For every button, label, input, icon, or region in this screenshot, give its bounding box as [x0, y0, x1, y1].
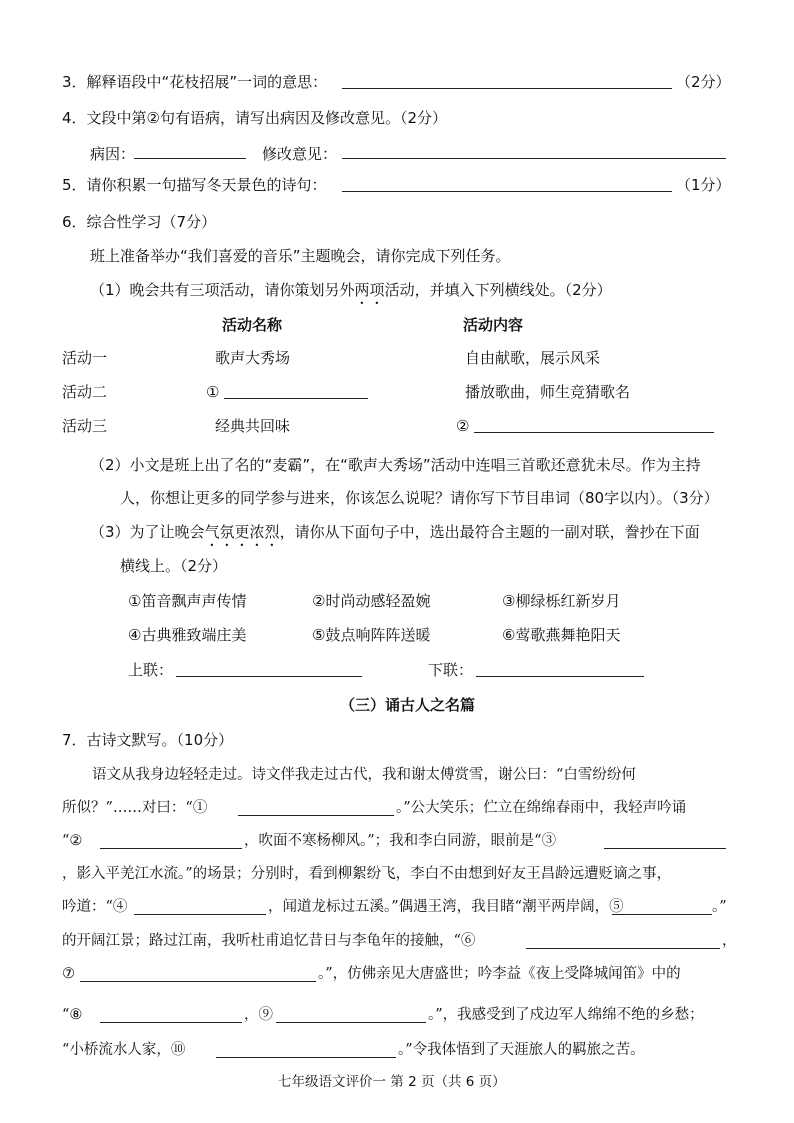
q5-text: 5．请你积累一句描写冬天景色的诗句：: [62, 176, 327, 194]
footer-page-info: 七年级语文评价一 第 2 页（共 6 页）: [278, 1074, 506, 1090]
q7-p2a: 所似？”……对曰：“①: [62, 800, 208, 816]
q7-title: 7．古诗文默写。（10分）: [62, 731, 234, 749]
blank-6[interactable]: [526, 948, 720, 949]
q6-title: 6．综合性学习（7分）: [62, 213, 217, 231]
q7-p2b: 。”公大笑乐；伫立在绵绵春雨中，我轻声吟诵: [396, 800, 687, 816]
blank-3[interactable]: [604, 848, 726, 849]
q7-p6b: ，: [722, 933, 737, 949]
option-3: ③柳绿栎红新岁月: [502, 592, 621, 610]
q5-score: （1分）: [676, 176, 731, 194]
q7-p8c: 。”，我感受到了戍边军人绵绵不绝的乡愁；: [428, 1007, 704, 1023]
lower-line[interactable]: [476, 676, 644, 677]
q4-text: 4．文段中第②句有语病，请写出病因及修改意见。（2分）: [62, 109, 448, 127]
row2-name-line[interactable]: [224, 398, 368, 399]
blank-8[interactable]: [100, 1022, 242, 1023]
q6-sub2-line2: 人，你想让更多的同学参与进来，你该怎么说呢？请你写下节目串词（80字以内）。（3分）: [120, 489, 719, 507]
q4-fix-line[interactable]: [342, 158, 726, 159]
option-1: ①笛音飘声声传情: [128, 592, 247, 610]
q5-answer-line[interactable]: [342, 191, 672, 192]
q6-sub3: （3）为了让晚会气氛更浓烈，请你从下面句子中，选出最符合主题的一副对联，誊抄在下面: [90, 523, 700, 541]
row3-content: ②: [456, 417, 470, 435]
q7-p5c: 。”: [712, 899, 727, 915]
table-header-content: 活动内容: [463, 316, 524, 334]
blank-5[interactable]: [612, 914, 712, 915]
q3-answer-line[interactable]: [342, 88, 672, 89]
q6-intro: 班上准备举办“我们喜爱的音乐”主题晚会，请你完成下列任务。: [90, 247, 511, 265]
row2-name: ①: [206, 383, 220, 401]
q7-p7b: 。”，仿佛亲见大唐盛世；吟李益《夜上受降城闻笛》中的: [318, 966, 681, 982]
q7-p8a: “⑧: [62, 1007, 83, 1023]
q6-sub2-line1: （2）小文是班上出了名的“麦霸”，在“歌声大秀场”活动中连唱三首歌还意犹未尽。作为主持: [90, 456, 701, 474]
blank-7[interactable]: [80, 981, 316, 982]
q7-p5b: ，闻道龙标过五溪。”偶遇王湾，我目睹“潮平两岸阔，⑤: [268, 899, 624, 915]
section3-title: （三）诵古人之名篇: [340, 696, 476, 714]
q7-p9b: 。”令我体悟到了天涯旅人的羁旅之苦。: [398, 1042, 645, 1058]
upper-line[interactable]: [176, 676, 362, 677]
q7-p3b: ，吹面不寒杨柳风。”；我和李白同游，眼前是“③: [244, 833, 557, 849]
blank-1[interactable]: [238, 815, 394, 816]
lower-label: 下联：: [428, 661, 474, 679]
row3-content-line[interactable]: [474, 432, 714, 433]
blank-4[interactable]: [134, 914, 266, 915]
blank-10[interactable]: [216, 1057, 396, 1058]
option-2: ②时尚动感轻盈婉: [312, 592, 431, 610]
q4-fix-label: 修改意见：: [262, 145, 338, 163]
table-header-name: 活动名称: [222, 316, 283, 334]
q7-p4: ，影入平羌江水流。”的场景；分别时，看到柳絮纷飞，李白不由想到好友王昌龄远遭贬谪之事，: [62, 866, 672, 882]
row1-label: 活动一: [62, 349, 108, 367]
q6-sub3-line2: 横线上。（2分）: [120, 557, 228, 575]
option-6: ⑥莺歌燕舞艳阳天: [502, 626, 621, 644]
option-4: ④古典雅致端庄美: [128, 626, 247, 644]
q3-text: 3．解释语段中“花枝招展”一词的意思：: [62, 73, 328, 91]
row1-name: 歌声大秀场: [215, 349, 291, 367]
option-5: ⑤鼓点响阵阵送暖: [312, 626, 431, 644]
upper-label: 上联：: [128, 661, 174, 679]
q7-p3a: “②: [62, 833, 83, 849]
q7-p9a: “小桥流水人家，⑩: [62, 1042, 186, 1058]
q7-p1: 语文从我身边轻轻走过。诗文伴我走过古代，我和谢太傅赏雪，谢公曰：“白雪纷纷何: [92, 767, 636, 783]
q7-p6a: 的开阔江景；路过江南，我听杜甫追忆昔日与李龟年的接触，“⑥: [62, 933, 476, 949]
row3-name: 经典共回味: [215, 417, 291, 435]
q7-p7a: ⑦: [62, 966, 75, 982]
q4-cause-label: 病因：: [90, 145, 136, 163]
blank-9[interactable]: [276, 1022, 426, 1023]
row2-label: 活动二: [62, 383, 108, 401]
q6-sub1: （1）晚会共有三项活动，请你策划另外两项活动，并填入下列横线处。（2分）: [90, 281, 612, 299]
q7-p8b: ，⑨: [244, 1007, 273, 1023]
q3-score: （2分）: [676, 73, 731, 91]
blank-2[interactable]: [100, 848, 242, 849]
row3-label: 活动三: [62, 417, 108, 435]
row1-content: 自由献歌，展示风采: [465, 349, 601, 367]
q4-cause-line[interactable]: [134, 158, 246, 159]
q7-p5a: 吟道：“④: [62, 899, 128, 915]
row2-content: 播放歌曲，师生竞猜歌名: [465, 383, 631, 401]
